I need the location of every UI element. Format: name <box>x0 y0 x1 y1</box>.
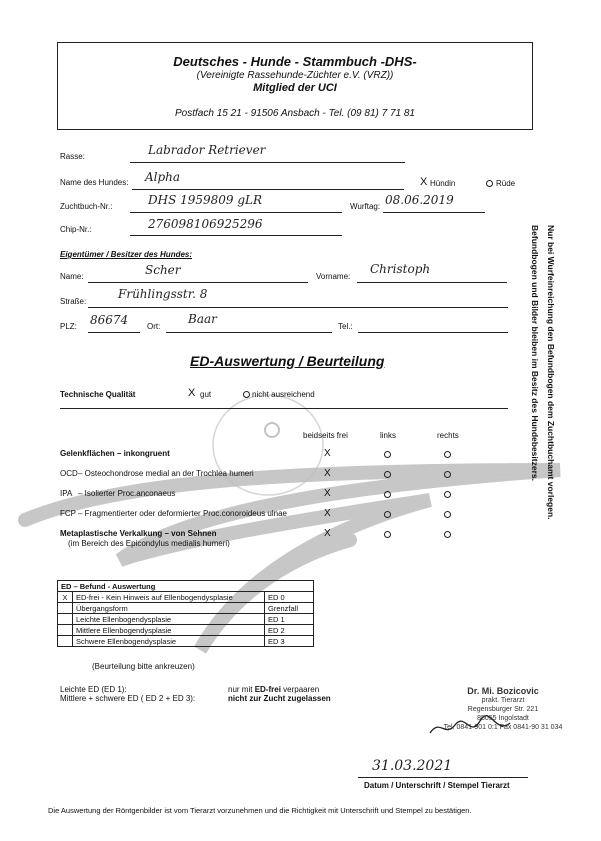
row4-both-mark[interactable]: X <box>324 528 331 539</box>
row0-right-radio[interactable] <box>444 451 451 458</box>
chip-label: Chip-Nr.: <box>60 225 92 234</box>
owner-section-title: Eigentümer / Besitzer des Hundes: <box>60 250 193 259</box>
studbook-label: Zuchtbuch-Nr.: <box>60 202 113 211</box>
evaluation-title: ED-Auswertung / Beurteilung <box>190 353 385 369</box>
surname-value: Scher <box>145 263 181 277</box>
ed-row-grade: ED 3 <box>265 636 314 647</box>
row1-right-radio[interactable] <box>444 471 451 478</box>
stamp-street: Regensburger Str. 221 <box>467 706 539 713</box>
female-mark[interactable]: X <box>420 176 428 188</box>
stamp-role: prakt. Tierarzt <box>481 697 525 704</box>
quality-label: Technische Qualität <box>60 390 136 399</box>
rule-medium-text: nicht zur Zucht zugelassen <box>228 694 331 703</box>
ed-row-grade: Grenzfall <box>265 603 314 614</box>
dog-name-value: Alpha <box>145 170 181 184</box>
firstname-label: Vorname: <box>316 272 351 281</box>
row0-both-mark[interactable]: X <box>324 448 331 459</box>
rule-mild-label: Leichte ED (ED 1): <box>60 685 127 694</box>
eval-row-3-desc: – Fragmentierter oder deformierter Proc.conoroideus ulnae <box>78 509 287 518</box>
row1-both-mark[interactable]: X <box>324 468 331 479</box>
stamp-name: Dr. Mi. Bozicovic <box>467 686 539 696</box>
eval-row-4-code: Metaplastische Verkalkung – von Sehnen <box>60 529 217 538</box>
rule-mild-post: verpaaren <box>283 685 320 694</box>
header-address: Postfach 15 21 - 91506 Ansbach - Tel. (09 81) 7 71 81 <box>175 108 415 119</box>
eval-row-1-code: OCD <box>60 469 78 478</box>
male-option: Rüde <box>496 179 516 188</box>
quality-good: gut <box>200 390 212 399</box>
signature-date: 31.03.2021 <box>372 758 453 774</box>
signature-label: Datum / Unterschrift / Stempel Tierarzt <box>364 781 510 790</box>
studbook-value: DHS 1959809 gLR <box>148 193 263 207</box>
breed-label: Rasse: <box>60 152 85 161</box>
ed-table-title: ED – Befund - Auswertung <box>58 581 314 592</box>
ed-table-note: (Beurteilung bitte ankreuzen) <box>92 662 195 671</box>
ed-row-grade: ED 0 <box>265 592 314 603</box>
surname-label: Name: <box>60 272 84 281</box>
row4-left-radio[interactable] <box>384 531 391 538</box>
eval-row-0: Gelenkflächen – inkongruent <box>60 449 170 458</box>
row3-left-radio[interactable] <box>384 511 391 518</box>
row2-both-mark[interactable]: X <box>324 488 331 499</box>
dog-name-label: Name des Hundes: <box>60 178 129 187</box>
side-note-line2: Nur bei Wurfeinreichung den Befundbogen dem Zuchtbuchamt vorlegen. <box>546 225 556 520</box>
ed-row-mark[interactable] <box>58 636 73 647</box>
row3-both-mark[interactable]: X <box>324 508 331 519</box>
col-right: rechts <box>437 431 459 440</box>
rule-mild-bold: ED-frei <box>254 685 281 694</box>
ed-row-label: Schwere Ellenbogendysplasie <box>73 636 265 647</box>
city-label: Ort: <box>147 322 161 331</box>
row4-right-radio[interactable] <box>444 531 451 538</box>
rule-medium-label: Mittlere + schwere ED ( ED 2 + ED 3): <box>60 694 196 703</box>
quality-insufficient: nicht ausreichend <box>252 390 315 399</box>
ed-row-label: Mittlere Ellenbogendysplasie <box>73 625 265 636</box>
ed-result-table <box>57 580 314 647</box>
litter-date: 08.06.2019 <box>385 193 454 207</box>
side-note-line1: Befundbogen und Bilder bleiben im Besitz des Hundebesitzers. <box>530 225 540 481</box>
zip-value: 86674 <box>90 313 129 327</box>
ed-row-mark[interactable] <box>58 603 73 614</box>
ed-row-mark[interactable]: X <box>58 592 73 603</box>
eval-row-1-desc: – Osteochondrose medial an der Trochlea humeri <box>78 469 254 478</box>
row2-left-radio[interactable] <box>384 491 391 498</box>
footer-note: Die Auswertung der Röntgenbilder ist vom Tierarzt vorzunehmen und die Richtigkeit mit Unterschrift und Stempel zu bestätigen. <box>48 806 472 815</box>
phone-label: Tel.: <box>338 322 353 331</box>
ed-row-grade: ED 1 <box>265 614 314 625</box>
eval-row-2-desc: – Isolierter Proc.anconaeus <box>78 489 176 498</box>
street-value: Frühlingsstr. 8 <box>118 287 208 301</box>
street-label: Straße: <box>60 297 87 306</box>
stamp-phone: Tel. 0841-901 0:1 Fax 0841-90 31 034 <box>443 724 563 731</box>
row3-right-radio[interactable] <box>444 511 451 518</box>
quality-good-mark[interactable]: X <box>188 387 196 399</box>
male-radio[interactable] <box>486 180 493 187</box>
vet-signature <box>425 713 515 743</box>
zip-label: PLZ: <box>60 322 77 331</box>
ed-row-grade: ED 2 <box>265 625 314 636</box>
header-title: Deutsches - Hunde - Stammbuch -DHS- <box>173 54 417 69</box>
litter-label: Wurftag: <box>350 202 381 211</box>
ed-row-label: ED-frei - Kein Hinweis auf Ellenbogendysplasie <box>73 592 265 603</box>
quality-insufficient-radio[interactable] <box>243 391 250 398</box>
city-value: Baar <box>188 312 217 326</box>
row0-left-radio[interactable] <box>384 451 391 458</box>
ed-row-label: Leichte Ellenbogendysplasie <box>73 614 265 625</box>
eval-row-2-code: IPA <box>60 489 73 498</box>
ed-row-mark[interactable] <box>58 614 73 625</box>
header-box <box>57 42 533 130</box>
firstname-value: Christoph <box>370 262 431 276</box>
ed-row-mark[interactable] <box>58 625 73 636</box>
female-option: Hündin <box>430 179 456 188</box>
breed-value: Labrador Retriever <box>148 143 266 157</box>
rule-mild-text <box>228 685 319 694</box>
eval-row-4-desc: (im Bereich des Epicondylus medialis humeri) <box>68 539 230 548</box>
chip-value: 276098106925296 <box>148 217 263 231</box>
stamp-city: 85055 Ingolstadt <box>477 715 529 722</box>
side-note <box>530 225 570 595</box>
col-both-free: beidseits frei <box>303 431 348 440</box>
row2-right-radio[interactable] <box>444 491 451 498</box>
ed-row-label: Übergangsform <box>73 603 265 614</box>
eval-row-3-code: FCP <box>60 509 76 518</box>
rule-mild-pre: nur mit <box>228 685 253 694</box>
row1-left-radio[interactable] <box>384 471 391 478</box>
header-member: Mitglied der UCI <box>253 82 337 94</box>
header-subtitle: (Vereinigte Rassehunde-Züchter e.V. (VRZ)) <box>196 70 394 81</box>
col-left: links <box>380 431 397 440</box>
